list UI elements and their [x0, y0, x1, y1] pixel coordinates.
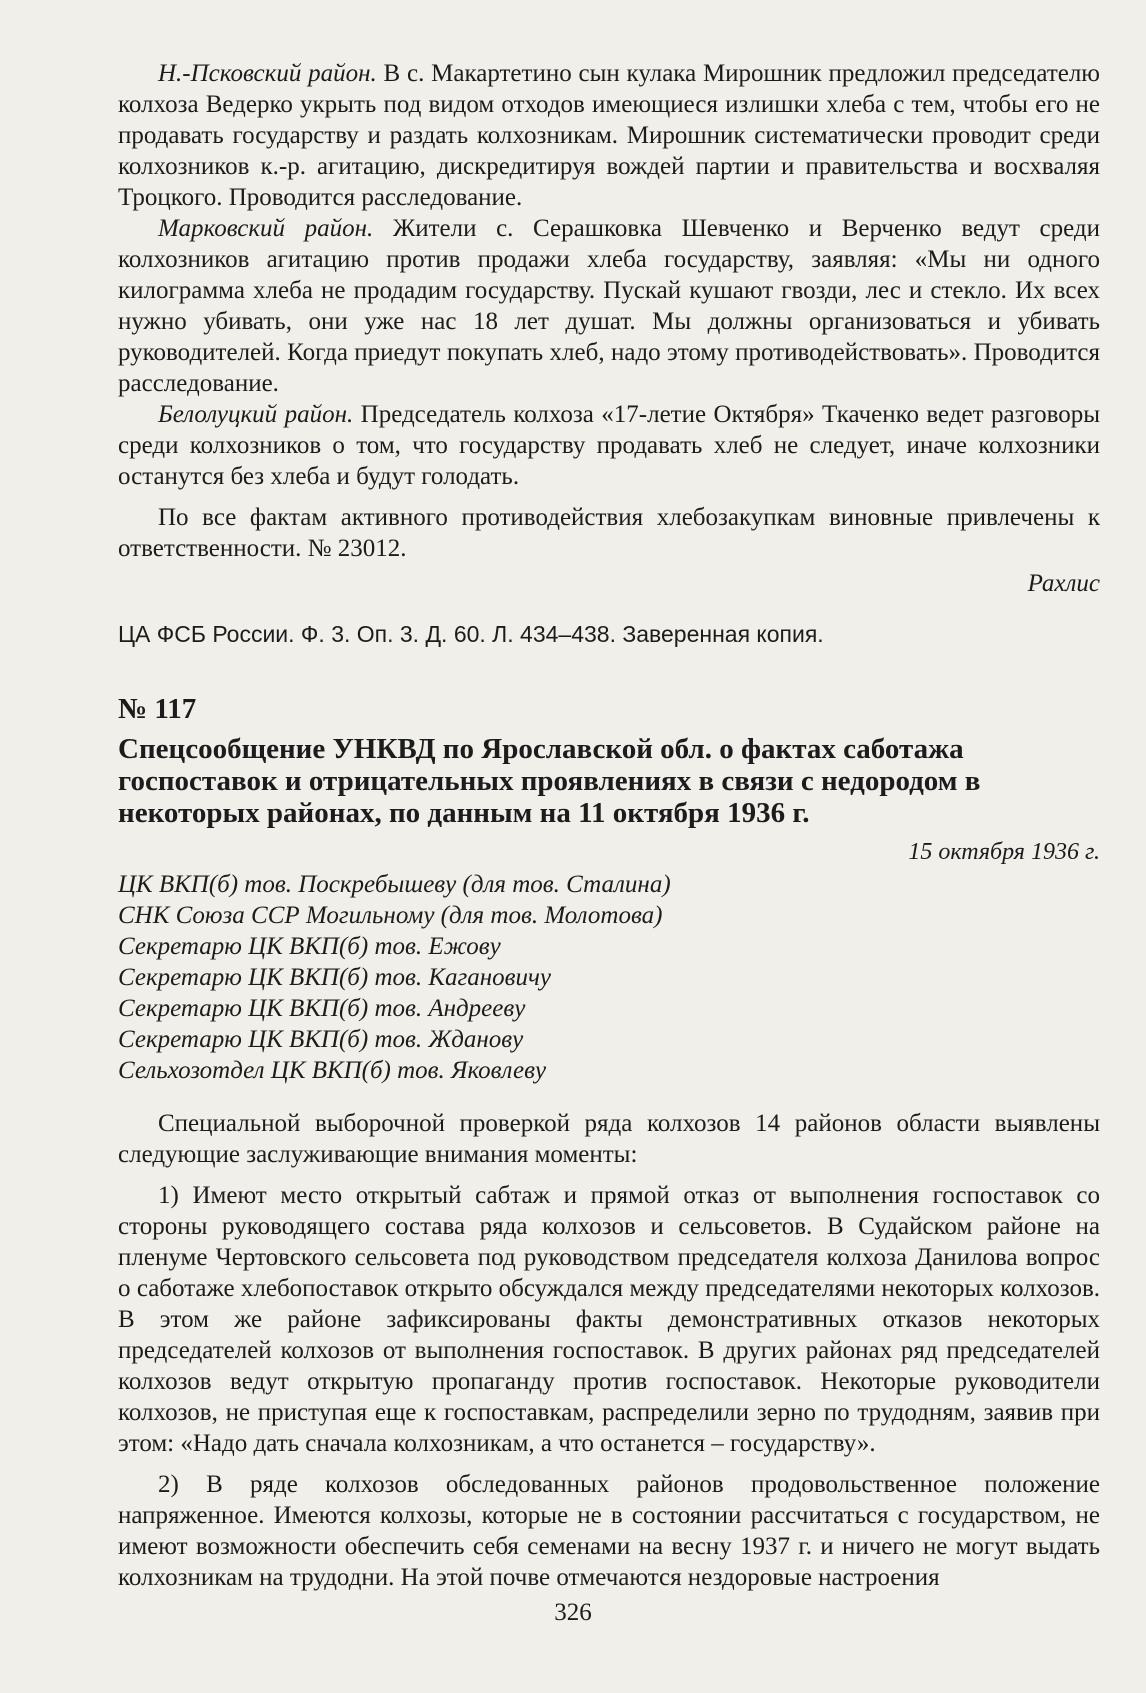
- addressee: Секретарю ЦК ВКП(б) тов. Андрееву: [118, 995, 526, 1022]
- district-name: Н.-Псковский район.: [158, 60, 377, 87]
- main-paragraph: 1) Имеют место открытый сабтаж и прямой отказ от выполнения госпоставок со стороны руководящего состава ряда колхозов и сельсоветов. В Судайском районе на пленуме Чертовского сельсовета под руководством председателя колхоза Данилова вопрос о саботаже хлебопоставок открыто обсуждался между председателями некоторых колхозов. В этом же районе зафиксированы факты демонстративных отказов некоторых председателей колхозов от выполнения госпоставок. В других районах ряд председателей колхозов ведут открытую пропаганду против госпоставок. Некоторые руководители колхозов, не приступая еще к госпоставкам, распределили зерно по трудодням, заявив при этом: «Надо дать сначала колхозникам, а что останется – государству».: [118, 1182, 1100, 1457]
- archive-reference: ЦА ФСБ России. Ф. 3. Оп. 3. Д. 60. Л. 434–438. Заверенная копия.: [118, 621, 824, 647]
- paragraph-text: Жители с. Серашковка Шевченко и Верченко ведут среди колхозников агитацию против продажи хлеба государству, заявляя: «Мы ни одного килограмма хлеба не продадим государству. Пускай кушают гвозди, лес и стекло. Их всех нужно убивать, они уже нас 18 лет душат. Мы должны организоваться и убивать руководителей. Когда приедут покупать хлеб, надо этому противодействовать». Проводится расследование.: [118, 215, 1100, 397]
- district-name: Белолуцкий район.: [158, 401, 354, 428]
- paragraph-belolutsky: [118, 399, 1100, 492]
- paragraph-text: В с. Макартетино сын кулака Мирошник предложил председателю колхоза Ведерко укрыть под видом отходов имеющиеся излишки хлеба с тем, чтобы его не продавать государству и раздать колхозникам. Мирошник систематически проводит среди колхозников к.-р. агитацию, дискредитируя вождей партии и правительства и восхваляя Троцкого. Проводится расследование.: [118, 60, 1100, 211]
- continuation-section: [118, 58, 1100, 564]
- closing-paragraph: По все фактам активного противодействия хлебозакупкам виновные привлечены к ответственности. № 23012.: [118, 504, 1100, 562]
- main-text: [118, 1108, 1100, 1593]
- addressee: ЦК ВКП(б) тов. Поскребышеву (для тов. Сталина): [118, 871, 671, 898]
- district-name: Марковский район.: [158, 215, 374, 242]
- main-paragraph: 2) В ряде колхозов обследованных районов продовольственное положение напряженное. Имеются колхозы, которые не в состоянии рассчитаться с государством, не имеют возможности обеспечить себя семенами на весну 1937 г. и ничего не могут выдать колхозникам на трудодни. На этой почве отмечаются нездоровые настроения: [118, 1471, 1100, 1591]
- addressee: Секретарю ЦК ВКП(б) тов. Кагановичу: [118, 964, 551, 991]
- addressee: Сельхозотдел ЦК ВКП(б) тов. Яковлеву: [118, 1057, 547, 1084]
- paragraph-markovsky: [118, 213, 1100, 399]
- addressee-list: [118, 869, 1100, 1086]
- document-date: 15 октября 1936 г.: [908, 839, 1100, 865]
- document-number: № 117: [118, 693, 197, 725]
- addressee: СНК Союза ССР Могильному (для тов. Молотова): [118, 902, 663, 929]
- page-number: 326: [554, 1599, 592, 1626]
- paragraph-pskov: [118, 58, 1100, 213]
- main-paragraph: Специальной выборочной проверкой ряда колхозов 14 районов области выявлены следующие заслуживающие внимания моменты:: [118, 1110, 1100, 1168]
- addressee: Секретарю ЦК ВКП(б) тов. Ежову: [118, 933, 501, 960]
- signature: Рахлис: [1027, 570, 1100, 597]
- document-title: Спецсообщение УНКВД по Ярославской обл. о фактах саботажа госпоставок и отрицательных проявлениях в связи с недородом в некоторых районах, по данным на 11 октября 1936 г.: [118, 733, 981, 829]
- paragraph-text: Председатель колхоза «17-летие Октября» Ткаченко ведет разговоры среди колхозников о том, что государству продавать хлеб не следует, иначе колхозники останутся без хлеба и будут голодать.: [118, 401, 1100, 490]
- addressee: Секретарю ЦК ВКП(б) тов. Жданову: [118, 1026, 524, 1053]
